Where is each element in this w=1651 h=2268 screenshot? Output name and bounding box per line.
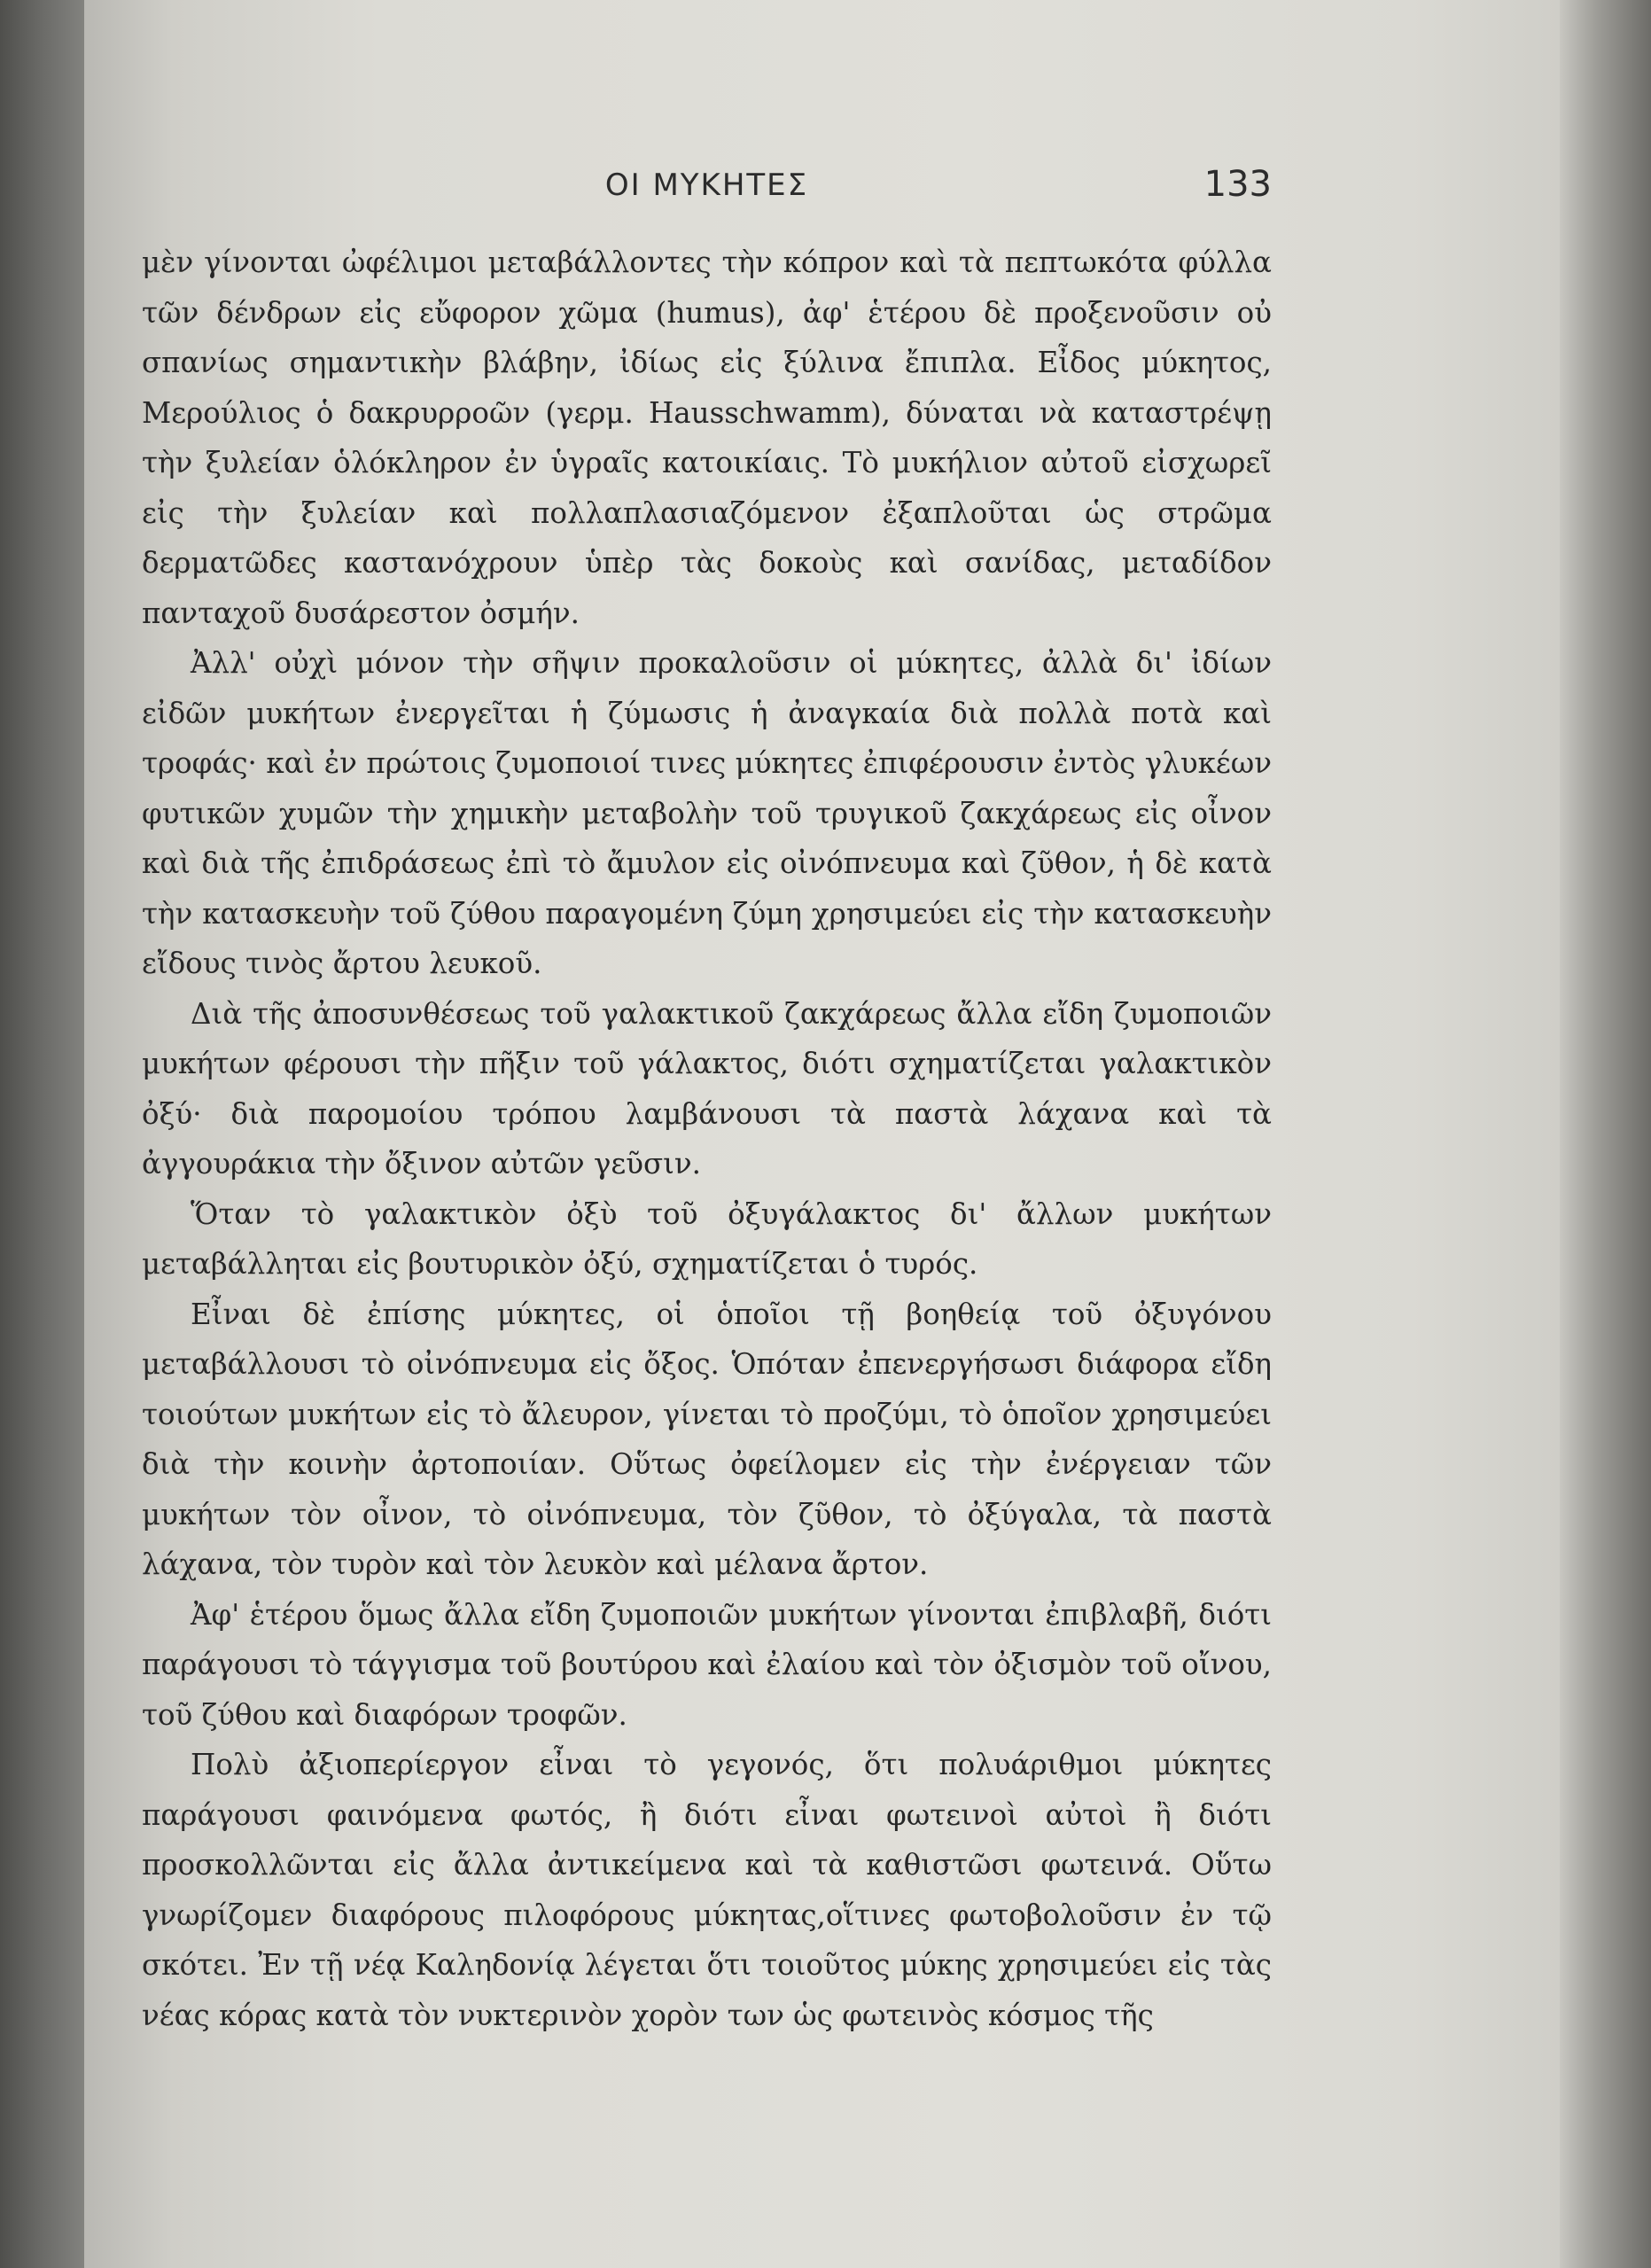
paragraph: Ἀλλ' οὐχὶ μόνον τὴν σῆψιν προκαλοῦσιν οἱ μύκητες, ἀλλὰ δι' ἰδίων εἰδῶν μυκήτων ἐνεργεῖται ἡ ζύμωσις ἡ ἀναγκαία διὰ πολλὰ ποτὰ καὶ τροφάς· καὶ ἐν πρώτοις ζυμοποιοί τινες μύκητες ἐπιφέρουσιν ἐντὸς γλυκέων φυτικῶν χυμῶν τὴν χημικὴν μεταβολὴν τοῦ τρυγικοῦ ζακχάρεως εἰς οἶνον καὶ διὰ τῆς ἐπιδράσεως ἐπὶ τὸ ἄμυλον εἰς οἰνόπνευμα καὶ ζῦθον, ἡ δὲ κατὰ τὴν κατασκευὴν τοῦ ζύθου παραγομένη ζύμη χρησιμεύει εἰς τὴν κατασκευὴν εἴδους τινὸς ἄρτου λευκοῦ.	[142, 646, 1272, 980]
paragraph: Εἶναι δὲ ἐπίσης μύκητες, οἱ ὁποῖοι τῇ βοηθείᾳ τοῦ ὀξυγόνου μεταβάλλουσι τὸ οἰνόπνευμα εἰς ὄξος. Ὁπόταν ἐπενεργήσωσι διάφορα εἴδη τοιούτων μυκήτων εἰς τὸ ἄλευρον, γίνεται τὸ προζύμι, τὸ ὁποῖον χρησιμεύει διὰ τὴν κοινὴν ἀρτοποιίαν. Οὕτως ὀφείλομεν εἰς τὴν ἐνέργειαν τῶν μυκήτων τὸν οἶνον, τὸ οἰνόπνευμα, τὸν ζῦθον, τὸ ὀξύγαλα, τὰ παστὰ λάχανα, τὸν τυρὸν καὶ τὸν λευκὸν καὶ μέλανα ἄρτον.	[142, 1297, 1272, 1581]
binding-shadow	[0, 0, 97, 2268]
paragraph: Διὰ τῆς ἀποσυνθέσεως τοῦ γαλακτικοῦ ζακχάρεως ἄλλα εἴδη ζυμοποιῶν μυκήτων φέρουσι τὴν πῆξιν τοῦ γάλακτος, διότι σχηματίζεται γαλακτικὸν ὀξύ· διὰ παρομοίου τρόπου λαμβάνουσι τὰ παστὰ λάχανα καὶ τὰ ἀγγουράκια τὴν ὄξινον αὐτῶν γεῦσιν.	[142, 996, 1272, 1181]
paragraph: Πολὺ ἀξιοπερίεργον εἶναι τὸ γεγονός, ὅτι πολυάριθμοι μύκητες παράγουσι φαινόμενα φωτός, ἢ διότι εἶναι φωτεινοὶ αὐτοὶ ἢ διότι προσκολλῶνται εἰς ἄλλα ἀντικείμενα καὶ τὰ καθιστῶσι φωτεινά. Οὕτω γνωρίζομεν διαφόρους πιλοφόρους μύκητας,οἵτινες φωτοβολοῦσιν ἐν τῷ σκότει. Ἐν τῇ νέᾳ Καληδονίᾳ λέγεται ὅτι τοιοῦτος μύκης χρησιμεύει εἰς τὰς νέας κόρας κατὰ τὸν νυκτερινὸν χορὸν των ὡς φωτεινὸς κόσμος τῆς	[142, 1748, 1272, 2032]
page-number: 133	[1203, 164, 1272, 205]
running-head: ΟΙ ΜΥΚΗΤΕΣ	[604, 168, 809, 203]
body-text	[142, 238, 1272, 2040]
paragraph: Ὅταν τὸ γαλακτικὸν ὀξὺ τοῦ ὀξυγάλακτος δι' ἄλλων μυκήτων μεταβάλληται εἰς βουτυρικὸν ὀξύ, σχηματίζεται ὁ τυρός.	[142, 1196, 1272, 1281]
paragraph: μὲν γίνονται ὠφέλιμοι μεταβάλλοντες τὴν κόπρον καὶ τὰ πεπτωκότα φύλλα τῶν δένδρων εἰς εὔφορον χῶμα (humus), ἀφ' ἑτέρου δὲ προξενοῦσιν οὐ σπανίως σημαντικὴν βλάβην, ἰδίως εἰς ξύλινα ἔπιπλα. Εἶδος μύκητος, Μερούλιος ὁ δακρυρροῶν (γερμ. Hausschwamm), δύναται νὰ καταστρέψῃ τὴν ξυλείαν ὁλόκληρον ἐν ὑγραῖς κατοικίαις. Τὸ μυκήλιον αὐτοῦ εἰσχωρεῖ εἰς τὴν ξυλείαν καὶ πολλαπλασιαζόμενον ἐξαπλοῦται ὡς στρῶμα δερματῶδες καστανόχρουν ὑπὲρ τὰς δοκοὺς καὶ σανίδας, μεταδίδον πανταχοῦ δυσάρεστον ὀσμήν.	[142, 246, 1272, 630]
page-header	[142, 164, 1272, 217]
page-edge	[1560, 0, 1651, 2268]
paragraph: Ἀφ' ἑτέρου ὅμως ἄλλα εἴδη ζυμοποιῶν μυκήτων γίνονται ἐπιβλαβῆ, διότι παράγουσι τὸ τάγγισμα τοῦ βουτύρου καὶ ἐλαίου καὶ τὸν ὀξισμὸν τοῦ οἴνου, τοῦ ζύθου καὶ διαφόρων τροφῶν.	[142, 1597, 1272, 1732]
